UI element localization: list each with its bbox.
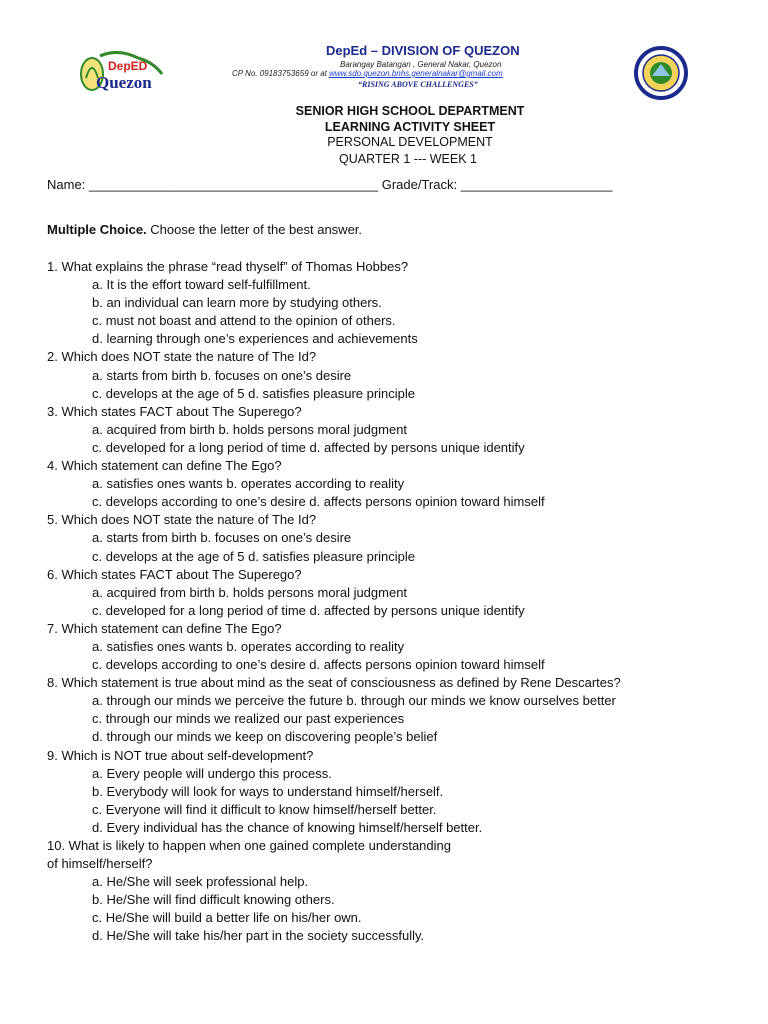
instructions-heading: Multiple Choice. [47,222,147,237]
answer-option: a. starts from birth b. focuses on one’s desire [92,367,352,383]
question-stem: 9. Which is NOT true about self-development? [47,747,314,763]
instructions-text: Choose the letter of the best answer. [146,222,363,237]
motto: “RISING ABOVE CHALLENGES” [358,80,478,89]
document-header [0,0,768,140]
answer-option: b. He/She will find difficult knowing others. [92,892,335,908]
answer-option: a. acquired from birth b. holds persons moral judgment [92,584,408,600]
quarter-title: QUARTER 1 --- WEEK 1 [339,152,477,166]
question-stem: 6. Which states FACT about The Superego? [47,566,302,582]
answer-option: c. develops according to one’s desire d. affects persons opinion toward himself [92,657,545,673]
question-stem: 8. Which statement is true about mind as the seat of consciousness as defined by Rene Descartes? [47,675,621,691]
question-stem: 7. Which statement can define The Ego? [47,620,282,636]
svg-text:Quezon: Quezon [96,73,152,92]
answer-option: d. He/She will take his/her part in the society successfully. [92,928,425,944]
answer-option: a. starts from birth b. focuses on one’s desire [92,530,352,546]
answer-option: d. through our minds we keep on discovering people’s belief [92,729,438,745]
question-stem: 4. Which statement can define The Ego? [47,458,282,474]
contact-prefix: CP No. 09183753659 or at [232,69,330,78]
question-6 [47,566,737,620]
question-10 [47,837,737,946]
question-1 [47,258,737,348]
question-list [47,258,737,946]
answer-option: a. satisfies ones wants b. operates according to reality [92,638,405,654]
answer-option: c. must not boast and attend to the opinion of others. [92,313,396,329]
question-7 [47,620,737,674]
answer-option: b. an individual can learn more by studying others. [92,295,382,311]
answer-option: c. developed for a long period of time d. affected by persons unique identify [92,602,525,618]
question-2 [47,348,737,402]
department-title: SENIOR HIGH SCHOOL DEPARTMENT [295,104,525,118]
question-stem: 1. What explains the phrase “read thyself” of Thomas Hobbes? [47,259,409,274]
school-seal-logo [634,46,688,100]
address-line: Barangay Batangan , General Nakar, Quezon [340,60,502,69]
answer-option: d. Every individual has the chance of knowing himself/herself better. [92,819,483,835]
question-8 [47,674,737,746]
answer-option: c. through our minds we realized our past experiences [92,711,405,727]
answer-option: b. Everybody will look for ways to understand himself/herself. [92,783,444,799]
question-stem: 5. Which does NOT state the nature of The Id? [47,512,317,528]
answer-option: c. develops according to one’s desire d. affects persons opinion toward himself [92,494,545,510]
answer-option: a. He/She will seek professional help. [92,874,309,890]
answer-option: a. Every people will undergo this process. [92,765,332,781]
answer-option: c. develops at the age of 5 d. satisfies pleasure principle [92,385,416,401]
organization-title: DepEd – DIVISION OF QUEZON [326,43,520,58]
question-stem: 3. Which states FACT about The Superego? [47,403,302,419]
svg-text:DepED: DepED [108,59,148,73]
question-stem-line-2: of himself/herself? [47,856,153,872]
question-5 [47,511,737,565]
answer-option: d. learning through one’s experiences and achievements [92,331,418,347]
deped-quezon-logo [78,48,170,96]
answer-option: a. through our minds we perceive the future b. through our minds we know ourselves better [92,693,616,709]
answer-option: c. develops at the age of 5 d. satisfies pleasure principle [92,548,416,564]
question-stem-line-1: 10. What is likely to happen when one gained complete understanding [47,838,451,853]
subject-title: PERSONAL DEVELOPMENT [327,135,493,149]
answer-option: c. developed for a long period of time d. affected by persons unique identify [92,439,525,455]
question-3 [47,403,737,457]
contact-line [232,69,503,78]
answer-option: c. He/She will build a better life on his/her own. [92,910,362,926]
answer-option: a. acquired from birth b. holds persons moral judgment [92,421,408,437]
sheet-title: LEARNING ACTIVITY SHEET [324,120,496,134]
contact-email-link[interactable]: www.sdo.quezon.bnhs.generalnakar@gmail.com [329,69,503,78]
answer-option: c. Everyone will find it difficult to know himself/herself better. [92,801,437,817]
question-stem: 2. Which does NOT state the nature of The Id? [47,349,317,365]
question-4 [47,457,737,511]
name-grade-field[interactable]: Name: ________________________________________ Grade/Track: _____________________ [47,177,613,192]
answer-option: a. satisfies ones wants b. operates according to reality [92,476,405,492]
instructions [47,222,362,237]
question-9 [47,747,737,837]
answer-option: a. It is the effort toward self-fulfillment. [92,277,311,293]
